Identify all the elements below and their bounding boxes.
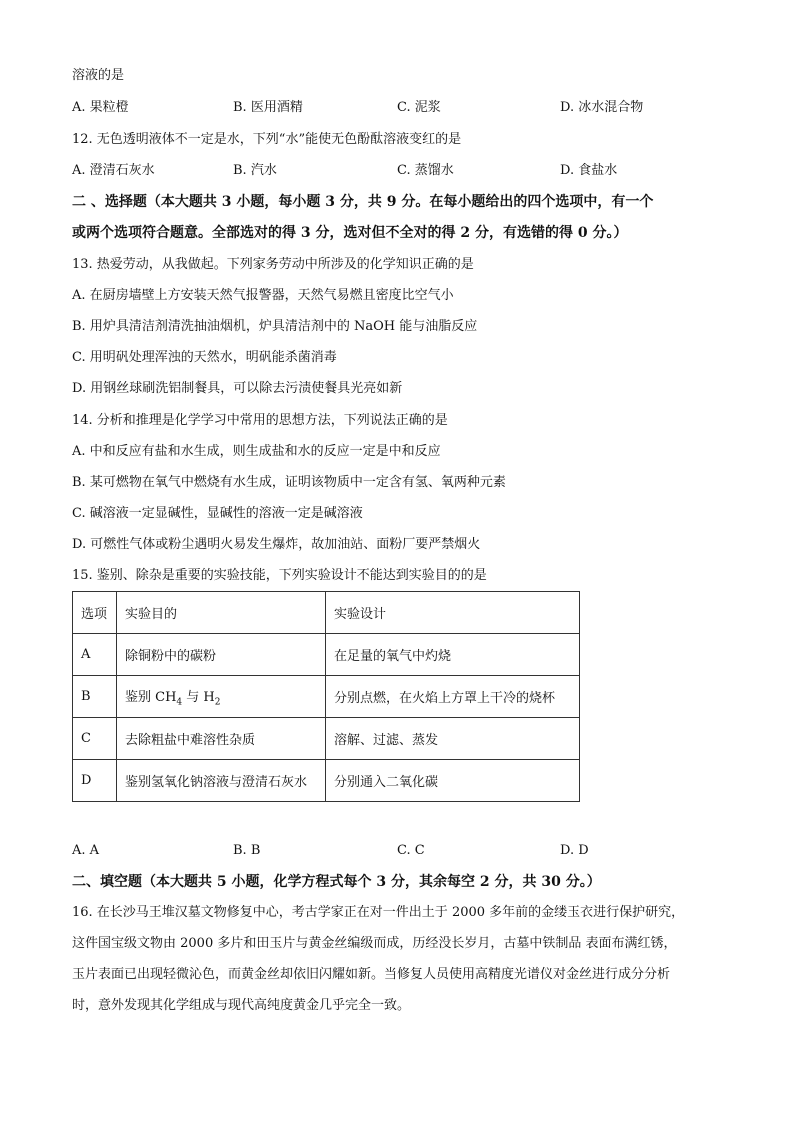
row-goal: 除铜粉中的碳粉 — [117, 634, 326, 676]
q11-option-b: B. 医用酒精 — [233, 100, 303, 115]
row-design: 分别通入二氧化碳 — [326, 760, 580, 802]
row-design: 分别点燃，在火焰上方罩上干冷的烧杯 — [326, 676, 580, 718]
q13-option-d: D. 用钢丝球刷洗铝制餐具，可以除去污渍使餐具光亮如新 — [72, 381, 403, 396]
subscript-4: 4 — [176, 697, 183, 708]
q11-option-c: C. 泥浆 — [397, 100, 441, 115]
q15-stem: 15. 鉴别、除杂是重要的实验技能，下列实验设计不能达到实验目的的是 — [72, 568, 487, 583]
q11-option-d: D. 冰水混合物 — [560, 100, 644, 115]
q15-option-a: A. A — [72, 843, 100, 858]
row-design: 溶解、过滤、蒸发 — [326, 718, 580, 760]
q14-option-d: D. 可燃性气体或粉尘遇明火易发生爆炸，故加油站、面粉厂要严禁烟火 — [72, 537, 481, 552]
row-goal: 去除粗盐中难溶性杂质 — [117, 718, 326, 760]
q16-line-3: 玉片表面已出现轻微沁色，而黄金丝却依旧闪耀如新。当修复人员使用高精度光谱仪对金丝进行成分分析 — [72, 967, 671, 982]
subscript-2: 2 — [214, 697, 221, 708]
row-design: 在足量的氧气中灼烧 — [326, 634, 580, 676]
q14-stem: 14. 分析和推理是化学学习中常用的思想方法，下列说法正确的是 — [72, 413, 448, 428]
q11-option-a: A. 果粒橙 — [72, 100, 129, 115]
q12-option-c: C. 蒸馏水 — [397, 163, 454, 178]
q13-stem: 13. 热爱劳动，从我做起。下列家务劳动中所涉及的化学知识正确的是 — [72, 257, 474, 272]
row-option: D — [73, 760, 117, 802]
q12-option-b: B. 汽水 — [233, 163, 277, 178]
section-2-heading-line1: 二 、选择题（本大题共 3 小题，每小题 3 分，共 9 分。在每小题给出的四个选项中，有一个 — [72, 194, 654, 210]
header-goal: 实验目的 — [117, 592, 326, 634]
q13-option-c: C. 用明矾处理浑浊的天然水，明矾能杀菌消毒 — [72, 350, 337, 365]
goal-text-pre: 鉴别 CH — [125, 689, 177, 705]
table-row — [73, 718, 580, 760]
header-design: 实验设计 — [326, 592, 580, 634]
q16-line-1: 16. 在长沙马王堆汉墓文物修复中心，考古学家正在对一件出土于 2000 多年前的金缕玉衣进行保护研究， — [72, 905, 685, 920]
q13-option-b: B. 用炉具清洁剂清洗抽油烟机，炉具清洁剂中的 NaOH 能与油脂反应 — [72, 319, 478, 334]
row-option: A — [73, 634, 117, 676]
section-2-heading-line2: 或两个选项符合题意。全部选对的得 3 分，选对但不全对的得 2 分，有选错的得 0 分。） — [72, 225, 628, 241]
table-row — [73, 760, 580, 802]
q15-option-b: B. B — [233, 843, 261, 858]
q11-stem-tail: 溶液的是 — [72, 68, 125, 83]
q15-experiment-table — [72, 591, 580, 802]
q15-option-d: D. D — [560, 843, 589, 858]
q12-option-a: A. 澄清石灰水 — [72, 163, 155, 178]
q16-line-2: 这件国宝级文物由 2000 多片和田玉片与黄金丝编级而成，历经没长岁月，古墓中铁制品 表面布满红锈， — [72, 936, 677, 951]
q14-option-b: B. 某可燃物在氧气中燃烧有水生成，证明该物质中一定含有氢、氧两种元素 — [72, 475, 506, 490]
q16-line-4: 时，意外发现其化学组成与现代高纯度黄金几乎完全一致。 — [72, 998, 411, 1013]
row-goal: 鉴别氢氧化钠溶液与澄清石灰水 — [117, 760, 326, 802]
row-option: B — [73, 676, 117, 718]
q13-option-a: A. 在厨房墙壁上方安装天然气报警器，天然气易燃且密度比空气小 — [72, 288, 454, 303]
q12-option-d: D. 食盐水 — [560, 163, 618, 178]
table-row — [73, 634, 580, 676]
row-goal — [117, 676, 326, 718]
q12-stem: 12. 无色透明液体不一定是水，下列“水”能使无色酚酞溶液变红的是 — [72, 132, 462, 147]
table-row — [73, 676, 580, 718]
q14-option-a: A. 中和反应有盐和水生成，则生成盐和水的反应一定是中和反应 — [72, 444, 441, 459]
q14-option-c: C. 碱溶液一定显碱性，显碱性的溶液一定是碱溶液 — [72, 506, 363, 521]
q15-option-c: C. C — [397, 843, 425, 858]
header-option: 选项 — [73, 592, 117, 634]
section-fill-in-heading: 二、填空题（本大题共 5 小题，化学方程式每个 3 分，其余每空 2 分，共 30 分。） — [72, 874, 601, 890]
goal-text-mid: 与 H — [182, 689, 215, 705]
row-option: C — [73, 718, 117, 760]
table-header-row — [73, 592, 580, 634]
